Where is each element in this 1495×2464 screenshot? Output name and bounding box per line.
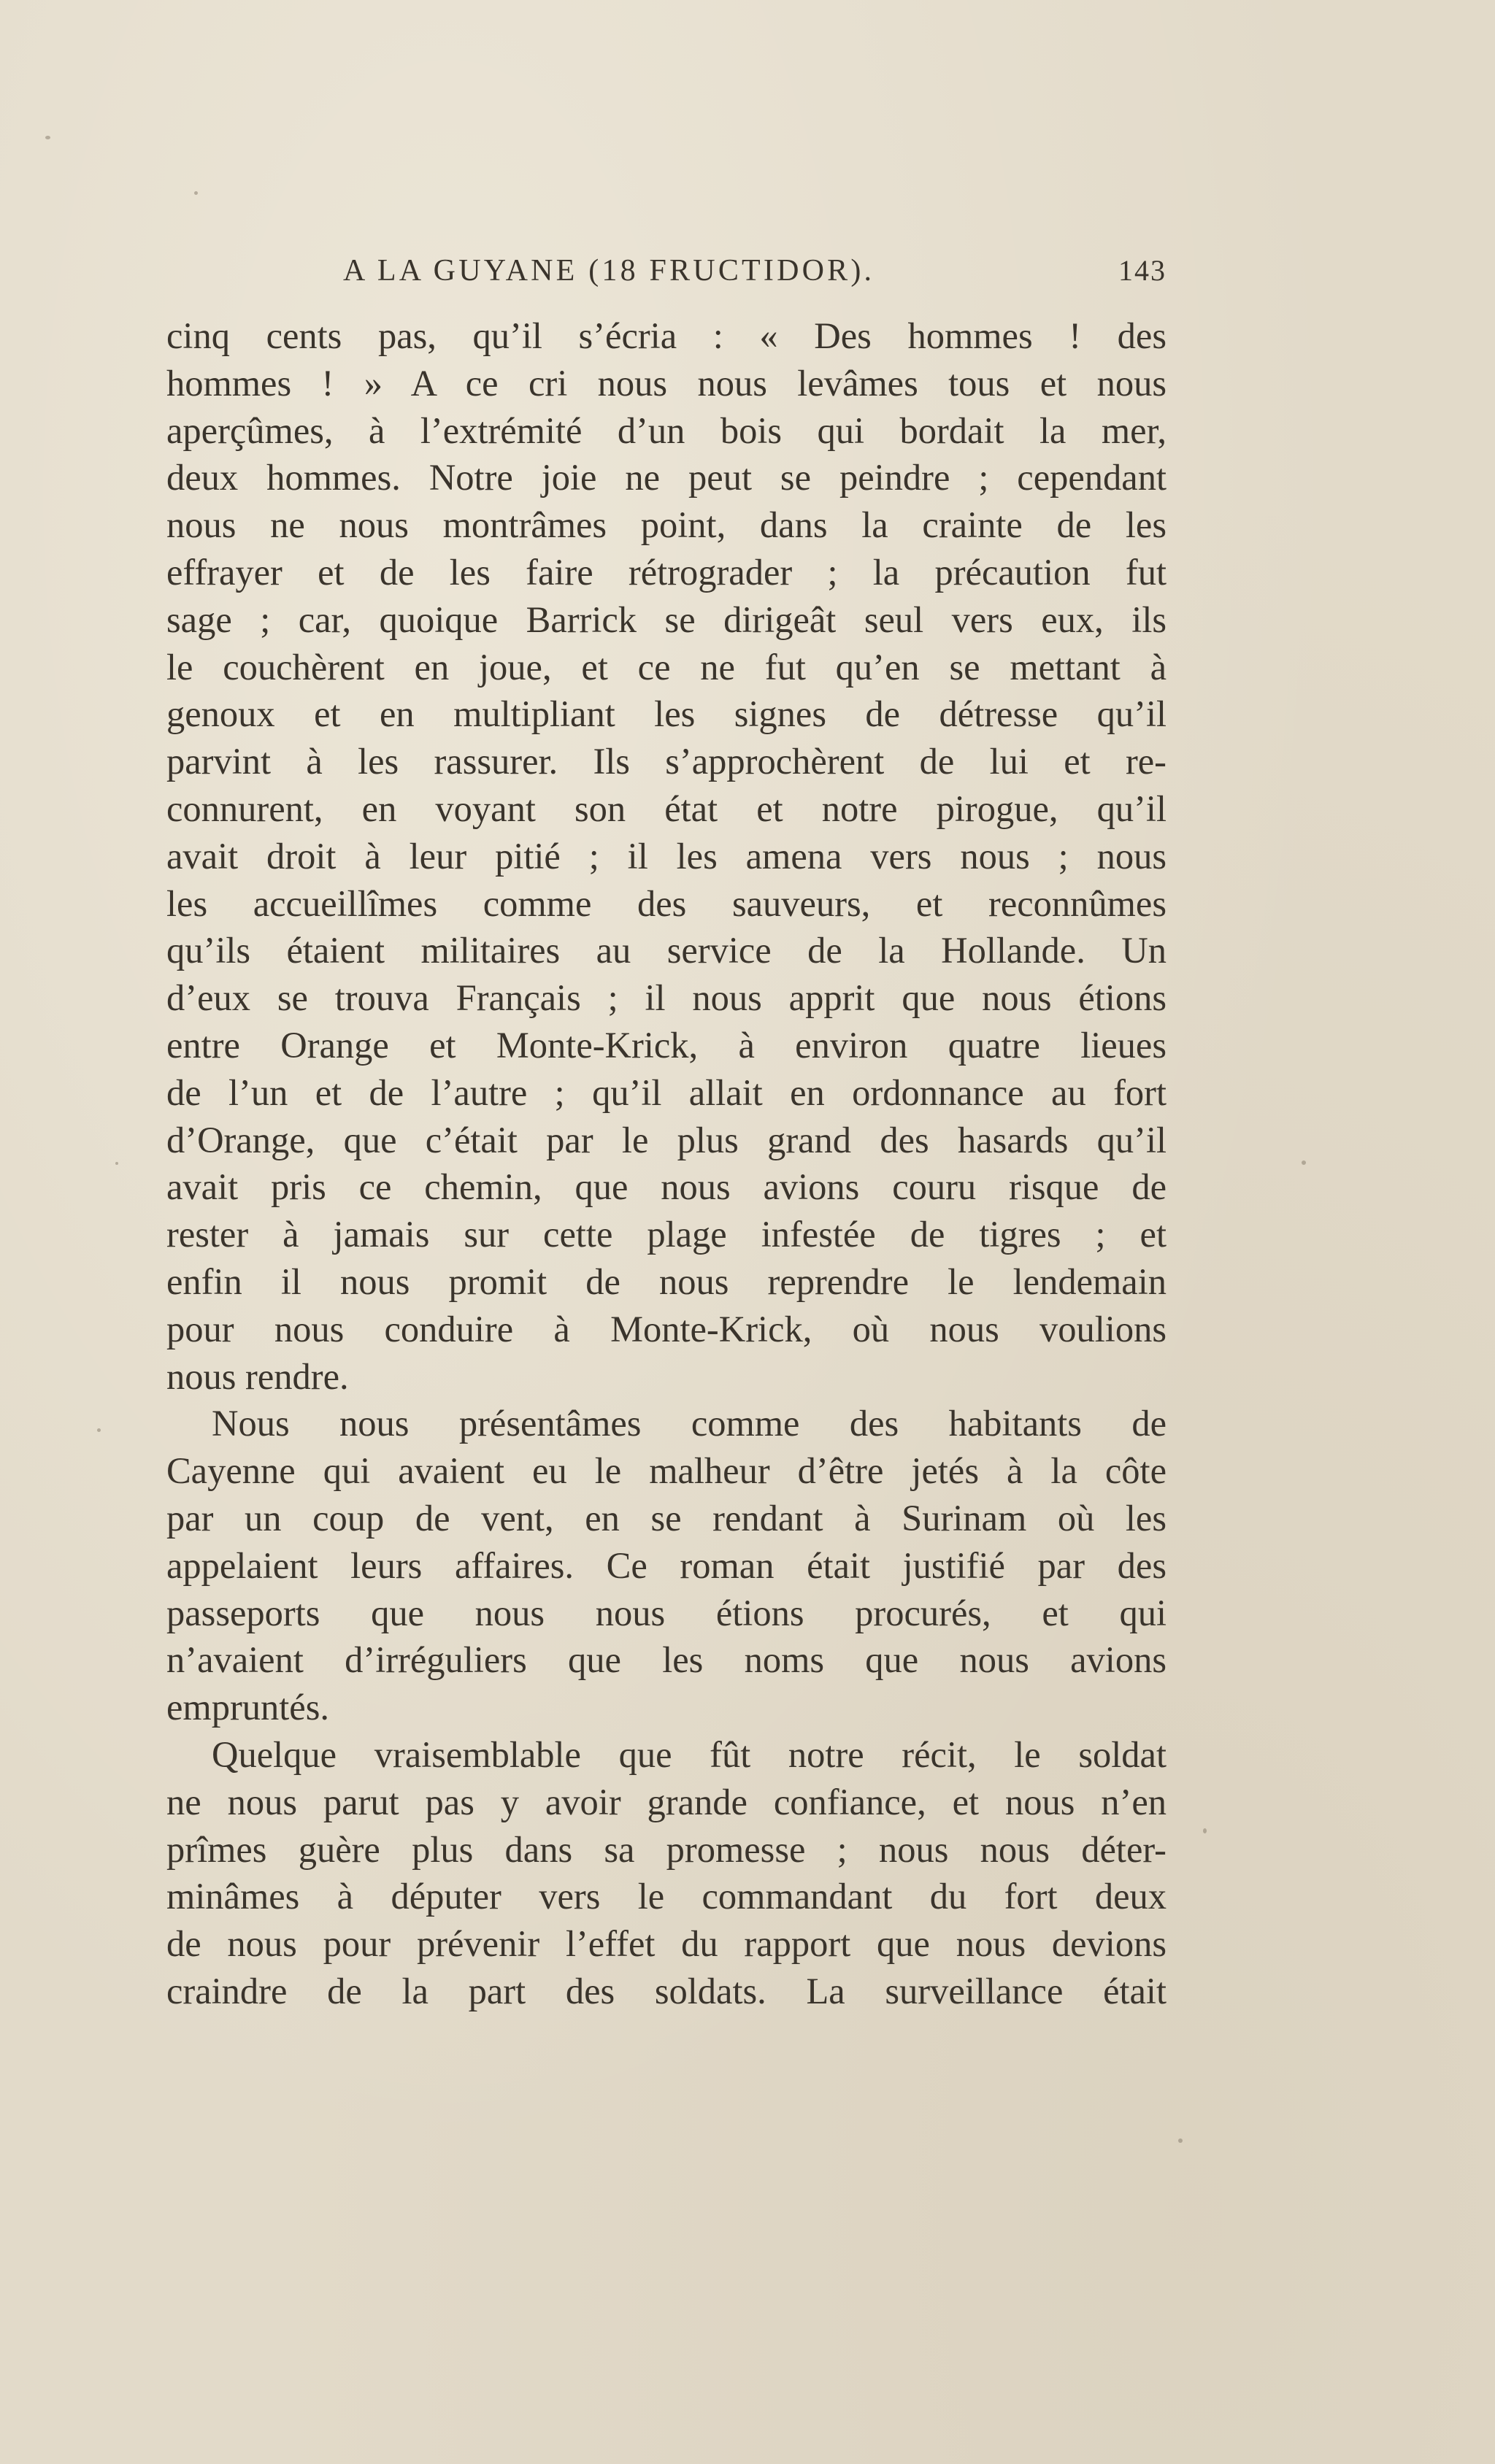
text-line: rester à jamais sur cette plage infestée de tigres ; et bbox=[166, 1214, 1167, 1255]
running-header bbox=[166, 253, 1167, 289]
paper-speck bbox=[97, 1428, 101, 1432]
paragraph-start-line: Quelque vraisemblable que fût notre récit, le soldat bbox=[212, 1733, 1167, 1775]
paragraph-start-line: Nous nous présentâmes comme des habitants de bbox=[212, 1403, 1167, 1444]
text-line: ne nous parut pas y avoir grande confiance, et nous n’en bbox=[166, 1781, 1167, 1822]
paragraph-end-line: nous rendre. bbox=[166, 1355, 349, 1397]
text-line: de nous pour prévenir l’effet du rapport que nous devions bbox=[166, 1923, 1167, 1965]
text-line: cinq cents pas, qu’il s’écria : « Des hommes ! des bbox=[166, 315, 1167, 356]
text-line: de l’un et de l’autre ; qu’il allait en ordonnance au fort bbox=[166, 1071, 1167, 1113]
text-line: avait pris ce chemin, que nous avions couru risque de bbox=[166, 1166, 1167, 1208]
text-line: qu’ils étaient militaires au service de la Hollande. Un bbox=[166, 930, 1167, 971]
text-line: pour nous conduire à Monte-Krick, où nous voulions bbox=[166, 1308, 1167, 1350]
text-line: minâmes à députer vers le commandant du fort deux bbox=[166, 1876, 1167, 1917]
text-line: parvint à les rassurer. Ils s’approchèrent de lui et re- bbox=[166, 741, 1167, 782]
text-line: nous ne nous montrâmes point, dans la crainte de les bbox=[166, 504, 1167, 546]
text-line: n’avaient d’irréguliers que les noms que nous avions bbox=[166, 1639, 1167, 1681]
text-line: deux hommes. Notre joie ne peut se peindre ; cependant bbox=[166, 457, 1167, 498]
text-line: effrayer et de les faire rétrograder ; la précaution fut bbox=[166, 551, 1167, 593]
text-line: aperçûmes, à l’extrémité d’un bois qui bordait la mer, bbox=[166, 409, 1167, 451]
text-line: hommes ! » A ce cri nous nous levâmes tous et nous bbox=[166, 362, 1167, 404]
text-line: entre Orange et Monte-Krick, à environ quatre lieues bbox=[166, 1024, 1167, 1066]
text-line: connurent, en voyant son état et notre pirogue, qu’il bbox=[166, 788, 1167, 829]
paper-speck bbox=[194, 191, 198, 195]
paper-speck bbox=[115, 1162, 118, 1165]
text-line: appelaient leurs affaires. Ce roman était justifié par des bbox=[166, 1544, 1167, 1586]
text-line: Cayenne qui avaient eu le malheur d’être jetés à la côte bbox=[166, 1450, 1167, 1492]
text-line: enfin il nous promit de nous reprendre le lendemain bbox=[166, 1260, 1167, 1302]
text-line: passeports que nous nous étions procurés, et qui bbox=[166, 1592, 1167, 1633]
text-line: d’eux se trouva Français ; il nous apprit que nous étions bbox=[166, 977, 1167, 1019]
paper-speck bbox=[45, 136, 50, 139]
paper-speck bbox=[1203, 1828, 1207, 1833]
chapter-title: A LA GUYANE (18 FRUCTIDOR). bbox=[343, 254, 875, 288]
text-line: d’Orange, que c’était par le plus grand des hasards qu’il bbox=[166, 1119, 1167, 1160]
paper-speck bbox=[1302, 1160, 1306, 1165]
text-line: les accueillîmes comme des sauveurs, et reconnûmes bbox=[166, 882, 1167, 924]
text-line: par un coup de vent, en se rendant à Surinam où les bbox=[166, 1497, 1167, 1539]
text-line: prîmes guère plus dans sa promesse ; nous nous déter- bbox=[166, 1828, 1167, 1870]
text-line: avait droit à leur pitié ; il les amena vers nous ; nous bbox=[166, 835, 1167, 877]
text-line: genoux et en multipliant les signes de détresse qu’il bbox=[166, 693, 1167, 735]
paper-speck bbox=[1178, 2138, 1183, 2143]
page-number: 143 bbox=[1118, 254, 1167, 287]
paragraph-end-line: empruntés. bbox=[166, 1687, 329, 1728]
text-line: craindre de la part des soldats. La surveillance était bbox=[166, 1970, 1167, 2011]
text-line: le couchèrent en joue, et ce ne fut qu’en se mettant à bbox=[166, 646, 1167, 688]
text-line: sage ; car, quoique Barrick se dirigeât seul vers eux, ils bbox=[166, 598, 1167, 640]
body-text bbox=[166, 312, 1167, 2015]
